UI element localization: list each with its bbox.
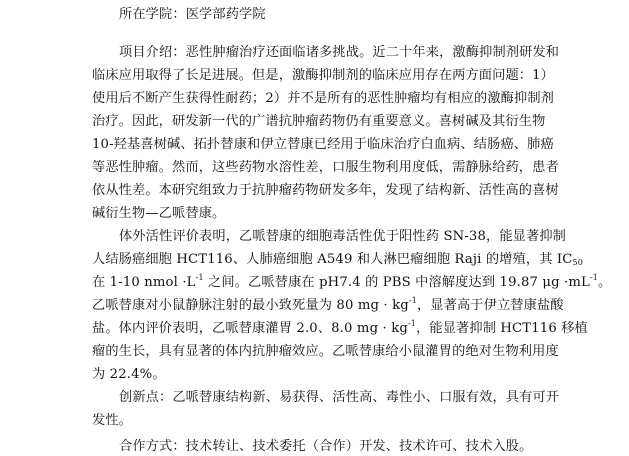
school-value: 医学部药学院 bbox=[185, 7, 266, 22]
innovation-line-2: 发性。 bbox=[92, 413, 133, 428]
activity-line-2-text: 人结肠癌细胞 HCT116、人肺癌细胞 A549 和人淋巴瘤细胞 Raji 的增殖，其 IC bbox=[92, 252, 573, 267]
activity-line-5 bbox=[92, 320, 588, 338]
ugml-superscript: -1 bbox=[589, 273, 599, 282]
activity-line-3-a: 在 1-10 nmol ·L bbox=[92, 275, 196, 290]
activity-line-3 bbox=[92, 274, 611, 292]
intro-line-7: 依从性差。本研究组致力于抗肿瘤药物研发多年，发现了结构新、活性高的喜树 bbox=[92, 183, 559, 198]
activity-line-5-a: 盐。体内评价表明，乙哌替康灌胃 2.0、8.0 mg · kg bbox=[92, 321, 408, 336]
activity-line-2 bbox=[92, 251, 583, 269]
intro-line-2: 临床应用取得了长足进展。但是，激酶抑制剂的临床应用存在两方面问题：1） bbox=[92, 68, 555, 83]
activity-line-4-b: ，显著高于伊立替康盐酸 bbox=[416, 298, 564, 313]
intro-line-6: 等恶性肿瘤。然而，这些药物水溶性差，口服生物利用度低，需静脉给药，患者 bbox=[92, 160, 559, 175]
activity-line-3-b: 之间。乙哌替康在 pH7.4 的 PBS 中溶解度达到 19.87 μg ·mL bbox=[203, 275, 590, 290]
nmol-superscript: -1 bbox=[195, 273, 204, 282]
activity-line-3-c: 。 bbox=[598, 275, 612, 290]
activity-line-4 bbox=[92, 297, 564, 315]
mgkg-superscript-2: -1 bbox=[407, 319, 417, 328]
school-line bbox=[119, 6, 266, 24]
activity-line-5-b: ，能显著抑制 HCT116 移植 bbox=[416, 321, 588, 336]
innovation-line-1: 创新点：乙哌替康结构新、易获得、活性高、毒性小、口服有效，具有可开 bbox=[119, 390, 560, 405]
intro-line-3: 使用后不断产生获得性耐药；2）并不是所有的恶性肿瘤均有相应的激酶抑制剂 bbox=[92, 91, 555, 106]
school-label: 所在学院： bbox=[119, 7, 186, 22]
activity-line-6: 瘤的生长，具有显著的体内抗肿瘤效应。乙哌替康给小鼠灌胃的绝对生物利用度 bbox=[92, 344, 559, 359]
intro-line-4: 治疗。因此，研发新一代的广谱抗肿瘤药物仍有重要意义。喜树碱及其衍生物 bbox=[92, 114, 546, 129]
ic50-subscript: 50 bbox=[572, 258, 583, 267]
activity-line-7: 为 22.4%。 bbox=[92, 367, 166, 382]
intro-line-5: 10-羟基喜树碱、拓扑替康和伊立替康已经用于临床治疗白血病、结肠癌、肺癌 bbox=[92, 137, 554, 152]
activity-line-1: 体外活性评价表明，乙哌替康的细胞毒活性优于阳性药 SN-38，能显著抑制 bbox=[119, 229, 567, 244]
intro-line-1: 项目介绍：恶性肿瘤治疗还面临诸多挑战。近二十年来，激酶抑制剂研发和 bbox=[119, 45, 560, 60]
activity-line-4-a: 乙哌替康对小鼠静脉注射的最小致死量为 80 mg · kg bbox=[92, 298, 409, 313]
cooperation-line: 合作方式：技术转让、技术委托（合作）开发、技术许可、技术入股。 bbox=[119, 439, 533, 454]
mgkg-superscript-1: -1 bbox=[408, 296, 417, 305]
intro-line-8: 碱衍生物—乙哌替康。 bbox=[92, 206, 226, 221]
